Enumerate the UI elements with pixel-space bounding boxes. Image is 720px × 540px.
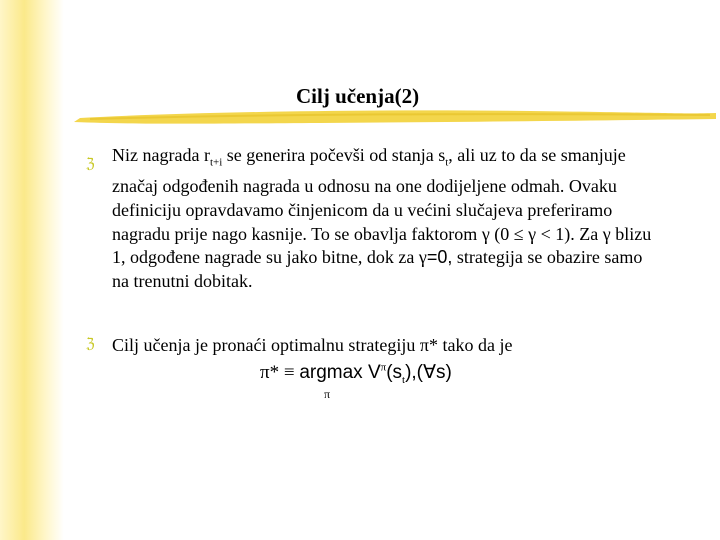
- title-underline: [70, 104, 720, 130]
- bullet-paragraph-1: Niz nagrada $r_{t+i}$ se generira počevši od stanja $s_t$, ali uz to da se smanjuje značaj odgođenih nagrada u odnosu na one dodijeljene odmah. Ovaku definiciju opravdavamo činjenicom da u većini slučajeva preferiramo nagradu prije nago kasnije. To se obavlja faktorom γ (0 ≤ γ < 1). Za γ blizu 1, odgođene nagrade su jako bitne, dok za γ=0, strategija se obazire samo na trenutni dobitak.: [112, 145, 652, 292]
- bullet-paragraph-2: Cilj učenja je pronaći optimalnu strategiju π* tako da je: [112, 335, 513, 355]
- argmax-subscript: π: [324, 387, 331, 401]
- slide-title: Cilj učenja(2): [296, 84, 420, 108]
- left-decorative-bar: [0, 0, 64, 540]
- z-bullet-icon: ℨ: [86, 336, 95, 352]
- optimal-policy-formula: π* ≡ argmax $V^\pi(s_t),(\forall s)$ π: [260, 361, 452, 401]
- z-bullet-icon: ℨ: [86, 156, 95, 172]
